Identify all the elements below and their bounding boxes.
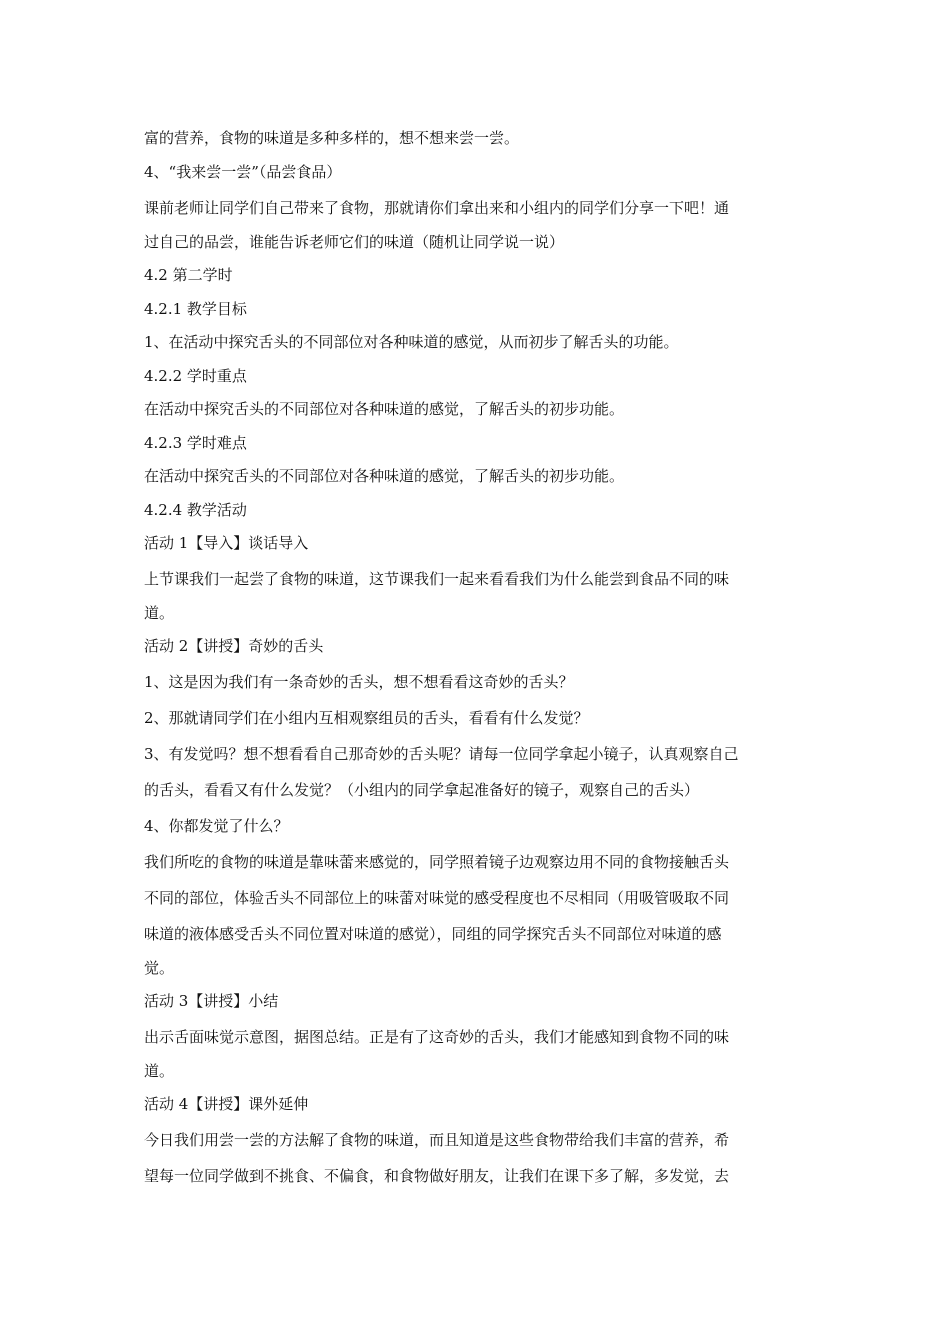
paragraph-line: 觉。 — [144, 958, 175, 977]
list-item: 1、这是因为我们有一条奇妙的舌头，想不想看看这奇妙的舌头？ — [144, 672, 574, 691]
subsection-heading: 4.2.4 教学活动 — [144, 500, 247, 519]
activity-heading: 活动 3【讲授】小结 — [144, 992, 279, 1010]
subsection-heading: 4.2.2 学时重点 — [144, 366, 247, 385]
paragraph-line: 味道的液体感受舌头不同位置对味道的感觉），同组的同学探究舌头不同部位对味道的感 — [144, 924, 722, 943]
paragraph-line: 我们所吃的食物的味道是靠味蕾来感觉的，同学照着镜子边观察边用不同的食物接触舌头 — [144, 852, 730, 871]
paragraph-line: 今日我们用尝一尝的方法解了食物的味道，而且知道是这些食物带给我们丰富的营养，希 — [144, 1130, 730, 1149]
document-body — [144, 120, 808, 1194]
paragraph-line: 不同的部位，体验舌头不同部位上的味蕾对味觉的感受程度也不尽相同（用吸管吸取不同 — [144, 888, 730, 907]
paragraph-line: 过自己的品尝，谁能告诉老师它们的味道（随机让同学说一说） — [144, 232, 565, 251]
section-heading: 4.2 第二学时 — [144, 266, 233, 284]
list-item: 4、“我来尝一尝”（品尝食品） — [144, 163, 342, 181]
paragraph-line: 道。 — [144, 1061, 175, 1080]
paragraph-line: 富的营养，食物的味道是多种多样的，想不想来尝一尝。 — [144, 129, 520, 147]
paragraph-line: 望每一位同学做到不挑食、不偏食，和食物做好朋友，让我们在课下多了解，多发觉，去 — [144, 1166, 730, 1185]
list-item: 3、有发觉吗？想不想看看自己那奇妙的舌头呢？请每一位同学拿起小镜子，认真观察自己 — [144, 744, 739, 763]
activity-heading: 活动 4【讲授】课外延伸 — [144, 1095, 309, 1113]
list-item: 4、你都发觉了什么？ — [144, 816, 289, 835]
subsection-heading: 4.2.3 学时难点 — [144, 433, 247, 452]
subsection-heading: 4.2.1 教学目标 — [144, 299, 247, 318]
paragraph-line: 的舌头，看看又有什么发觉？（小组内的同学拿起准备好的镜子，观察自己的舌头） — [144, 780, 700, 799]
paragraph-line: 在活动中探究舌头的不同部位对各种味道的感觉，了解舌头的初步功能。 — [144, 400, 625, 418]
paragraph-line: 在活动中探究舌头的不同部位对各种味道的感觉，了解舌头的初步功能。 — [144, 467, 625, 485]
paragraph-line: 上节课我们一起尝了食物的味道，这节课我们一起来看看我们为什么能尝到食品不同的味 — [144, 569, 730, 588]
activity-heading: 活动 1【导入】谈话导入 — [144, 534, 309, 552]
list-item: 1、在活动中探究舌头的不同部位对各种味道的感觉，从而初步了解舌头的功能。 — [144, 333, 679, 351]
list-item: 2、那就请同学们在小组内互相观察组员的舌头，看看有什么发觉？ — [144, 708, 589, 727]
paragraph-line: 道。 — [144, 603, 175, 622]
activity-heading: 活动 2【讲授】奇妙的舌头 — [144, 637, 324, 655]
paragraph-line: 课前老师让同学们自己带来了食物，那就请你们拿出来和小组内的同学们分享一下吧！通 — [144, 198, 730, 217]
paragraph-line: 出示舌面味觉示意图，据图总结。正是有了这奇妙的舌头，我们才能感知到食物不同的味 — [144, 1027, 730, 1046]
